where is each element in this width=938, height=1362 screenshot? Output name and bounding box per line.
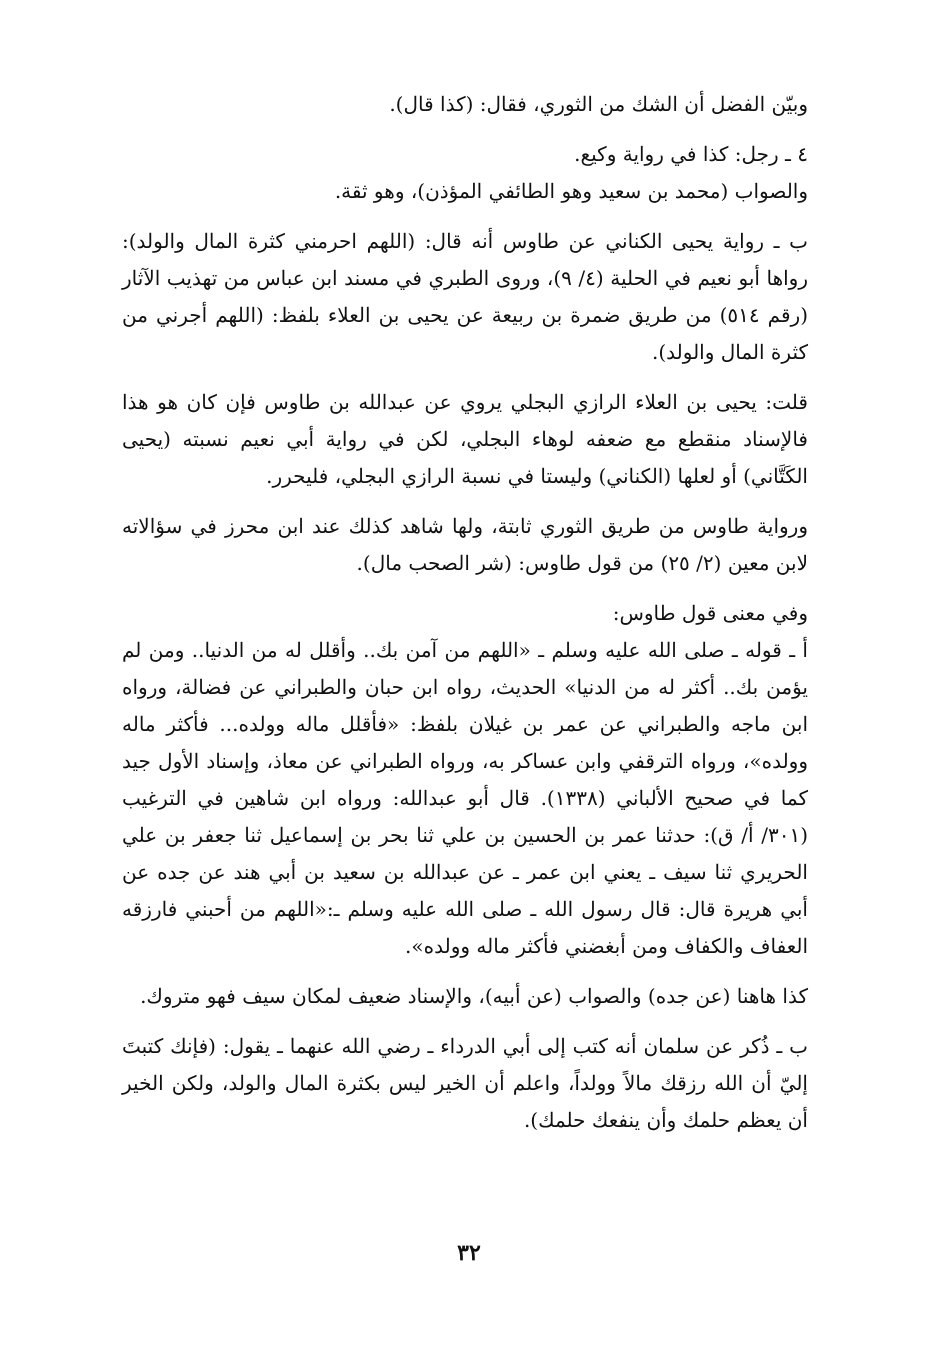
paragraph-item-4: ٤ ـ رجل: كذا في رواية وكيع. — [574, 142, 808, 166]
page-number: ٣٢ — [457, 1240, 481, 1266]
paragraph-hadith: أ ـ قوله ـ صلى الله عليه وسلم ـ «اللهم من آمن بك.. وأقلل له من الدنيا.. ومن لم يؤمن بك.. أكثر له من الدنيا» الحديث، رواه ابن حبان والطبراني عن فضالة، ورواه ابن ماجه والطبراني عن عمر بن غيلان بلفظ: «فأقلل ماله وولده... فأكثر ماله وولده»، ورواه الترقفي وابن عساكر به، ورواه الطبراني عن معاذ، وإسناد الأول جيد كما في صحيح الألباني (١٣٣٨). قال أبو عبدالله: ورواه ابن شاهين في الترغيب (٣٠١/ أ/ ق): حدثنا عمر بن الحسين بن علي ثنا بحر بن إسماعيل ثنا جعفر بن علي الحريري ثنا سيف ـ يعني ابن عمر ـ عن عبدالله بن سعيد بن أبي هند عن جده عن أبي هريرة قال: قال رسول الله ـ صلى الله عليه وسلم ـ:«اللهم من أحبني فارزقه العفاف والكفاف ومن أبغضني فأكثر ماله وولده». — [122, 638, 808, 958]
paragraph-tawus-narration: ورواية طاوس من طريق الثوري ثابتة، ولها شاهد كذلك عند ابن محرز في سؤالاته لابن معين (٢/ ٢٥) من قول طاوس: (شر الصحب مال). — [122, 514, 808, 575]
paragraph-salman-letter: ب ـ ذُكر عن سلمان أنه كتب إلى أبي الدرداء ـ رضي الله عنهما ـ يقول: (فإنك كتبتَ إليّ أن الله رزقك مالاً وولداً، واعلم أن الخير ليس بكثرة المال والولد، ولكن الخير أن يعظم حلمك وأن ينفعك حلمك). — [122, 1034, 808, 1132]
paragraph-isnad-note: كذا هاهنا (عن جده) والصواب (عن أبيه)، والإسناد ضعيف لمكان سيف فهو متروك. — [140, 984, 808, 1008]
paragraph-commentary: قلت: يحيى بن العلاء الرازي البجلي يروي عن عبدالله بن طاوس فإن كان هو هذا فالإسناد منقطع مع ضعفه لوهاء البجلي، لكن في رواية أبي نعيم نسبته (يحيى الكَتَّاني) أو لعلها (الكناني) وليستا في نسبة الرازي البجلي، فليحرر. — [122, 390, 808, 488]
paragraph-heading-meaning: وفي معنى قول طاوس: — [612, 601, 808, 625]
paragraph-intro: وبيّن الفضل أن الشك من الثوري، فقال: (كذا قال). — [389, 92, 808, 116]
paragraph-correction: والصواب (محمد بن سعيد وهو الطائفي المؤذن)، وهو ثقة. — [334, 179, 808, 203]
paragraph-yahya-narration: ب ـ رواية يحيى الكناني عن طاوس أنه قال: (اللهم احرمني كثرة المال والولد): رواها أبو نعيم في الحلية (٤/ ٩)، وروى الطبري في مسند ابن عباس من تهذيب الآثار (رقم ٥١٤) من طريق ضمرة بن ربيعة عن يحيى بن العلاء بلفظ: (اللهم أجرني من كثرة المال والولد). — [122, 229, 808, 364]
